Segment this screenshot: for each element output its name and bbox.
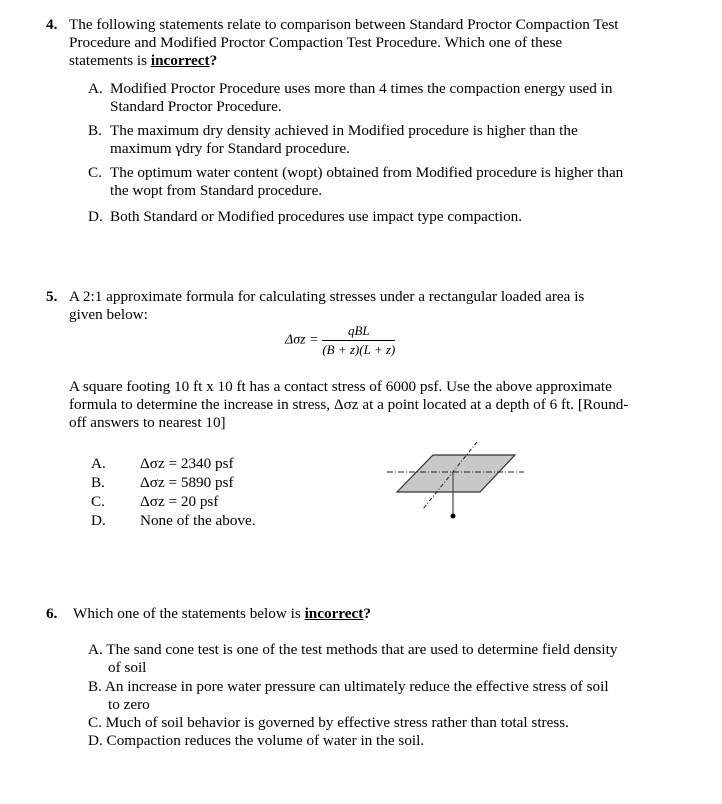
option-text: C. Much of soil behavior is governed by effective stress rather than total stress. — [88, 714, 569, 731]
q4-stem-end: ? — [209, 52, 218, 69]
q5-stem-line: A 2:1 approximate formula for calculating stresses under a rectangular loaded area is — [69, 288, 585, 305]
option-text: the wopt from Standard procedure. — [110, 182, 323, 199]
q6-stem-text: Which one of the statements below is — [73, 605, 305, 622]
q5-stem-line: given below: — [69, 306, 148, 323]
option-text: Δσz = 5890 psf — [140, 474, 234, 491]
point-marker — [451, 514, 456, 519]
option-letter: C. — [88, 164, 102, 181]
option-text: The maximum dry density achieved in Modified procedure is higher than the — [110, 122, 578, 139]
q6-option-d — [88, 732, 617, 750]
option-text: Modified Proctor Procedure uses more than 4 times the compaction energy used in — [110, 80, 613, 97]
option-letter: B. — [91, 474, 105, 491]
option-letter: A. — [91, 455, 106, 472]
q5-body-line: off answers to nearest 10] — [69, 414, 226, 431]
q6-option-a — [88, 641, 617, 677]
q6-options — [88, 641, 617, 750]
option-letter: A. — [88, 80, 103, 97]
option-letter: D. — [91, 512, 106, 529]
option-letter: C. — [91, 493, 105, 510]
formula-lhs: Δσz = — [285, 332, 319, 348]
option-text: Standard Proctor Procedure. — [110, 98, 282, 115]
option-text: B. An increase in pore water pressure can ultimately reduce the effective stress of soil — [88, 678, 609, 695]
option-text: of soil — [108, 659, 147, 676]
formula-denominator: (B + z)(L + z) — [322, 342, 396, 357]
option-letter: D. — [88, 208, 103, 225]
formula-numerator: qBL — [322, 322, 395, 341]
q6-emphasis: incorrect — [304, 605, 364, 622]
q4-number: 4. — [46, 16, 58, 33]
q6-stem-end: ? — [363, 605, 371, 622]
q5-number: 5. — [46, 288, 58, 305]
q6-number: 6. — [46, 605, 58, 622]
option-text: Δσz = 20 psf — [140, 493, 219, 510]
q5-body-line: formula to determine the increase in stress, Δσz at a point located at a depth of 6 ft. [Round- — [69, 396, 629, 413]
option-text: maximum γdry for Standard procedure. — [110, 140, 350, 157]
option-text: Both Standard or Modified procedures use impact type compaction. — [110, 208, 523, 225]
option-text: The optimum water content (wopt) obtained from Modified procedure is higher than — [110, 164, 624, 181]
footing-shape — [397, 455, 515, 492]
q6-option-b — [88, 678, 617, 714]
option-text: A. The sand cone test is one of the test methods that are used to determine field density — [88, 641, 618, 658]
q4-stem-text: statements is — [69, 52, 151, 69]
option-text: None of the above. — [140, 512, 256, 529]
q5-body-line: A square footing 10 ft x 10 ft has a contact stress of 6000 psf. Use the above approximate — [69, 378, 612, 395]
q4-emphasis: incorrect — [150, 52, 210, 69]
option-text: Δσz = 2340 psf — [140, 455, 234, 472]
option-text: D. Compaction reduces the volume of water in the soil. — [88, 732, 425, 749]
option-letter: B. — [88, 122, 102, 139]
q4-stem-line: Procedure and Modified Proctor Compaction Test Procedure. Which one of these — [69, 34, 563, 51]
q6-option-c — [88, 714, 617, 732]
q4-stem-line: The following statements relate to comparison between Standard Proctor Compaction Test — [69, 16, 619, 33]
q6-stem — [73, 605, 371, 623]
option-text: to zero — [108, 696, 150, 713]
